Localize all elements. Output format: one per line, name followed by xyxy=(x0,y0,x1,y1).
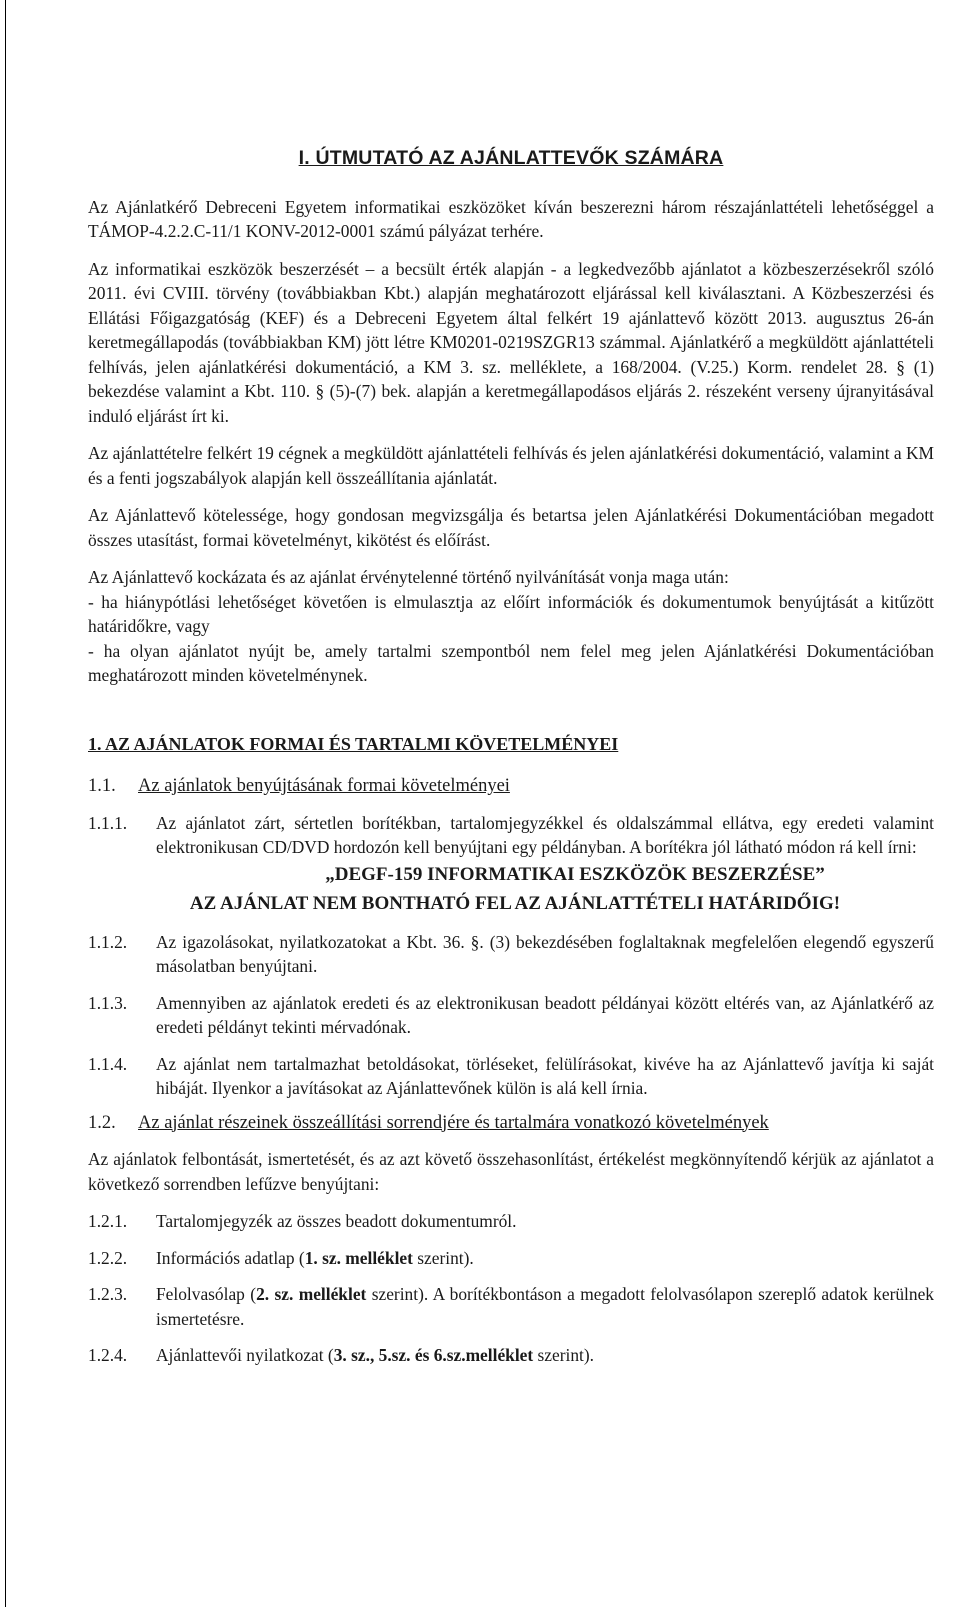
item-1-2-4 xyxy=(88,1343,934,1368)
item-1-1-3 xyxy=(88,991,934,1040)
item-number: 1.2.2. xyxy=(88,1247,128,1268)
item-number: 1.2.4. xyxy=(88,1345,128,1365)
item-text: Az igazolásokat, nyilatkozatokat a Kbt. 36. §. (3) bekezdésében foglaltaknak megfelelően elegendő egyszerű másolatban benyújtani. xyxy=(156,931,934,976)
risk-lead: Az Ajánlattevő kockázata és az ajánlat érvénytelenné történő nyilvánítását vonja maga után: xyxy=(88,567,729,587)
section-1-1-number: 1.1. xyxy=(88,776,116,796)
section-1-2-number: 1.2. xyxy=(88,1112,116,1133)
item-text-part: szerint). xyxy=(533,1345,595,1365)
annex-reference: 1. sz. melléklet xyxy=(304,1247,413,1268)
item-text-part: Ajánlattevői nyilatkozat ( xyxy=(156,1345,334,1365)
item-number: 1.2.3. xyxy=(88,1284,128,1304)
item-text-body: Az ajánlatot zárt, sértetlen borítékban, tartalomjegyzékkel és oldalszámmal ellátva, egy eredeti valamint elektronikusan CD/DVD hordozón kell benyújtani egy példányban. A borítékra jól látható módon rá kell írni: xyxy=(156,812,934,857)
item-1-1-1 xyxy=(88,811,934,918)
document-body xyxy=(88,146,934,1380)
item-text-part: szerint). xyxy=(412,1247,474,1268)
document-title: I. ÚTMUTATÓ AZ AJÁNLATTEVŐK SZÁMÁRA xyxy=(298,147,724,169)
item-text-part: szerint). A borítékbontáson a megadott felolvasólapon szereplő adatok kerülnek ismertetésre. xyxy=(156,1284,934,1329)
envelope-label-line-2: AZ AJÁNLAT NEM BONTHATÓ FEL AZ AJÁNLATTÉTELI HATÁRIDŐIG! xyxy=(189,892,841,914)
item-1-2-1 xyxy=(88,1209,934,1234)
intro-paragraph-4: Az Ajánlattevő kötelessége, hogy gondosan megvizsgálja és betartsa jelen Ajánlatkérési Dokumentációban megadott összes utasítást, formai követelményt, kikötést és előírást. xyxy=(88,505,934,550)
section-1-2-intro: Az ajánlatok felbontását, ismertetését, és az azt követő összehasonlítást, értékelést megkönnyítendő kérjük az ajánlatot a következő sorrendben lefűzve benyújtani: xyxy=(88,1149,934,1194)
section-1-1-title: Az ajánlatok benyújtásának formai követelményei xyxy=(138,776,510,796)
risk-item-1: - ha hiánypótlási lehetőséget követően is elmulasztja az előírt információk és dokumentumok benyújtását a kitűzött határidőkre, vagy xyxy=(88,591,934,636)
envelope-label-line-1: „DEGF-159 INFORMATIKAI ESZKÖZÖK BESZERZÉSE” xyxy=(325,863,825,885)
risk-item-2: - ha olyan ajánlatot nyújt be, amely tartalmi szempontból nem felel meg jelen Ajánlatkérési Dokumentációban meghatározott minden követelménynek. xyxy=(88,640,934,685)
item-1-1-4 xyxy=(88,1052,934,1101)
item-1-1-2 xyxy=(88,930,934,979)
intro-paragraph-3: Az ajánlattételre felkért 19 cégnek a megküldött ajánlattételi felhívás és jelen ajánlatkérési dokumentáció, valamint a KM és a fenti jogszabályok alapján kell összeállítania ajánlatát. xyxy=(88,443,935,488)
annex-reference: 2. sz. melléklet xyxy=(256,1284,367,1304)
item-1-2-2 xyxy=(88,1246,934,1271)
intro-paragraph-1: Az Ajánlatkérő Debreceni Egyetem informatikai eszközöket kíván beszerezni három részajánlattételi lehetőséggel a TÁMOP-4.2.2.C-11/1 KONV-2012-0001 számú pályázat terhére. xyxy=(88,196,934,241)
item-text: Amennyiben az ajánlatok eredeti és az elektronikusan beadott példányai között eltérés van, az Ajánlatkérő az eredeti példányt tekinti mérvadónak. xyxy=(156,992,934,1037)
item-number: 1.1.4. xyxy=(88,1053,128,1074)
section-1-2-title: Az ajánlat részeinek összeállítási sorrendjére és tartalmára vonatkozó követelmények xyxy=(138,1112,769,1133)
item-text-part: Információs adatlap ( xyxy=(156,1247,305,1268)
item-number: 1.1.1. xyxy=(88,812,128,833)
item-text xyxy=(156,1246,934,1271)
section-1-2-heading xyxy=(88,1111,934,1136)
item-text: Tartalomjegyzék az összes beadott dokumentumról. xyxy=(156,1211,517,1231)
intro-paragraph-2: Az informatikai eszközök beszerzését – a becsült érték alapján - a legkedvezőbb ajánlatot a közbeszerzésekről szóló 2011. évi CVIII. törvény (továbbiakban Kbt.) alapján meghatározott eljárással kell kiválasztani. A Közbeszerzési és Ellátási Főigazgatóság (KEF) és a Debreceni Egyetem által felkért 19 ajánlattevő között 2013. augusztus 26-án keretmegállapodás (továbbiakban KM) jött létre KM0201-0219SZGR13 számmal. Ajánlatkérő a megküldött ajánlattételi felhívás, jelen ajánlatkérési dokumentáció, a KM 3. sz. melléklete, a 168/2004. (V.25.) Korm. rendelet 28. § (1) bekezdése valamint a Kbt. 110. § (5)-(7) bek. alapján a keretmegállapodásos eljárás 2. részeként verseny újranyitásával induló eljárást írt ki. xyxy=(88,258,934,426)
item-1-2-3 xyxy=(88,1282,934,1331)
item-number: 1.1.3. xyxy=(88,992,128,1013)
item-number: 1.2.1. xyxy=(88,1211,128,1231)
section-1-1-heading xyxy=(88,774,934,799)
item-text xyxy=(156,1343,934,1368)
item-text-part: Felolvasólap ( xyxy=(156,1284,257,1304)
item-text: Az ajánlat nem tartalmazhat betoldásokat, törléseket, felülírásokat, kivéve ha az Ajánlattevő javítja ki saját hibáját. Ilyenkor a javításokat az Ajánlattevőnek külön is alá kell írnia. xyxy=(156,1053,934,1098)
item-text xyxy=(156,1282,934,1331)
annex-reference: 3. sz., 5.sz. és 6.sz.melléklet xyxy=(333,1345,534,1365)
item-text xyxy=(156,811,934,918)
section-1-heading: 1. AZ AJÁNLATOK FORMAI ÉS TARTALMI KÖVETELMÉNYEI xyxy=(88,733,619,754)
item-number: 1.1.2. xyxy=(88,931,128,952)
page-left-border xyxy=(5,0,6,1607)
